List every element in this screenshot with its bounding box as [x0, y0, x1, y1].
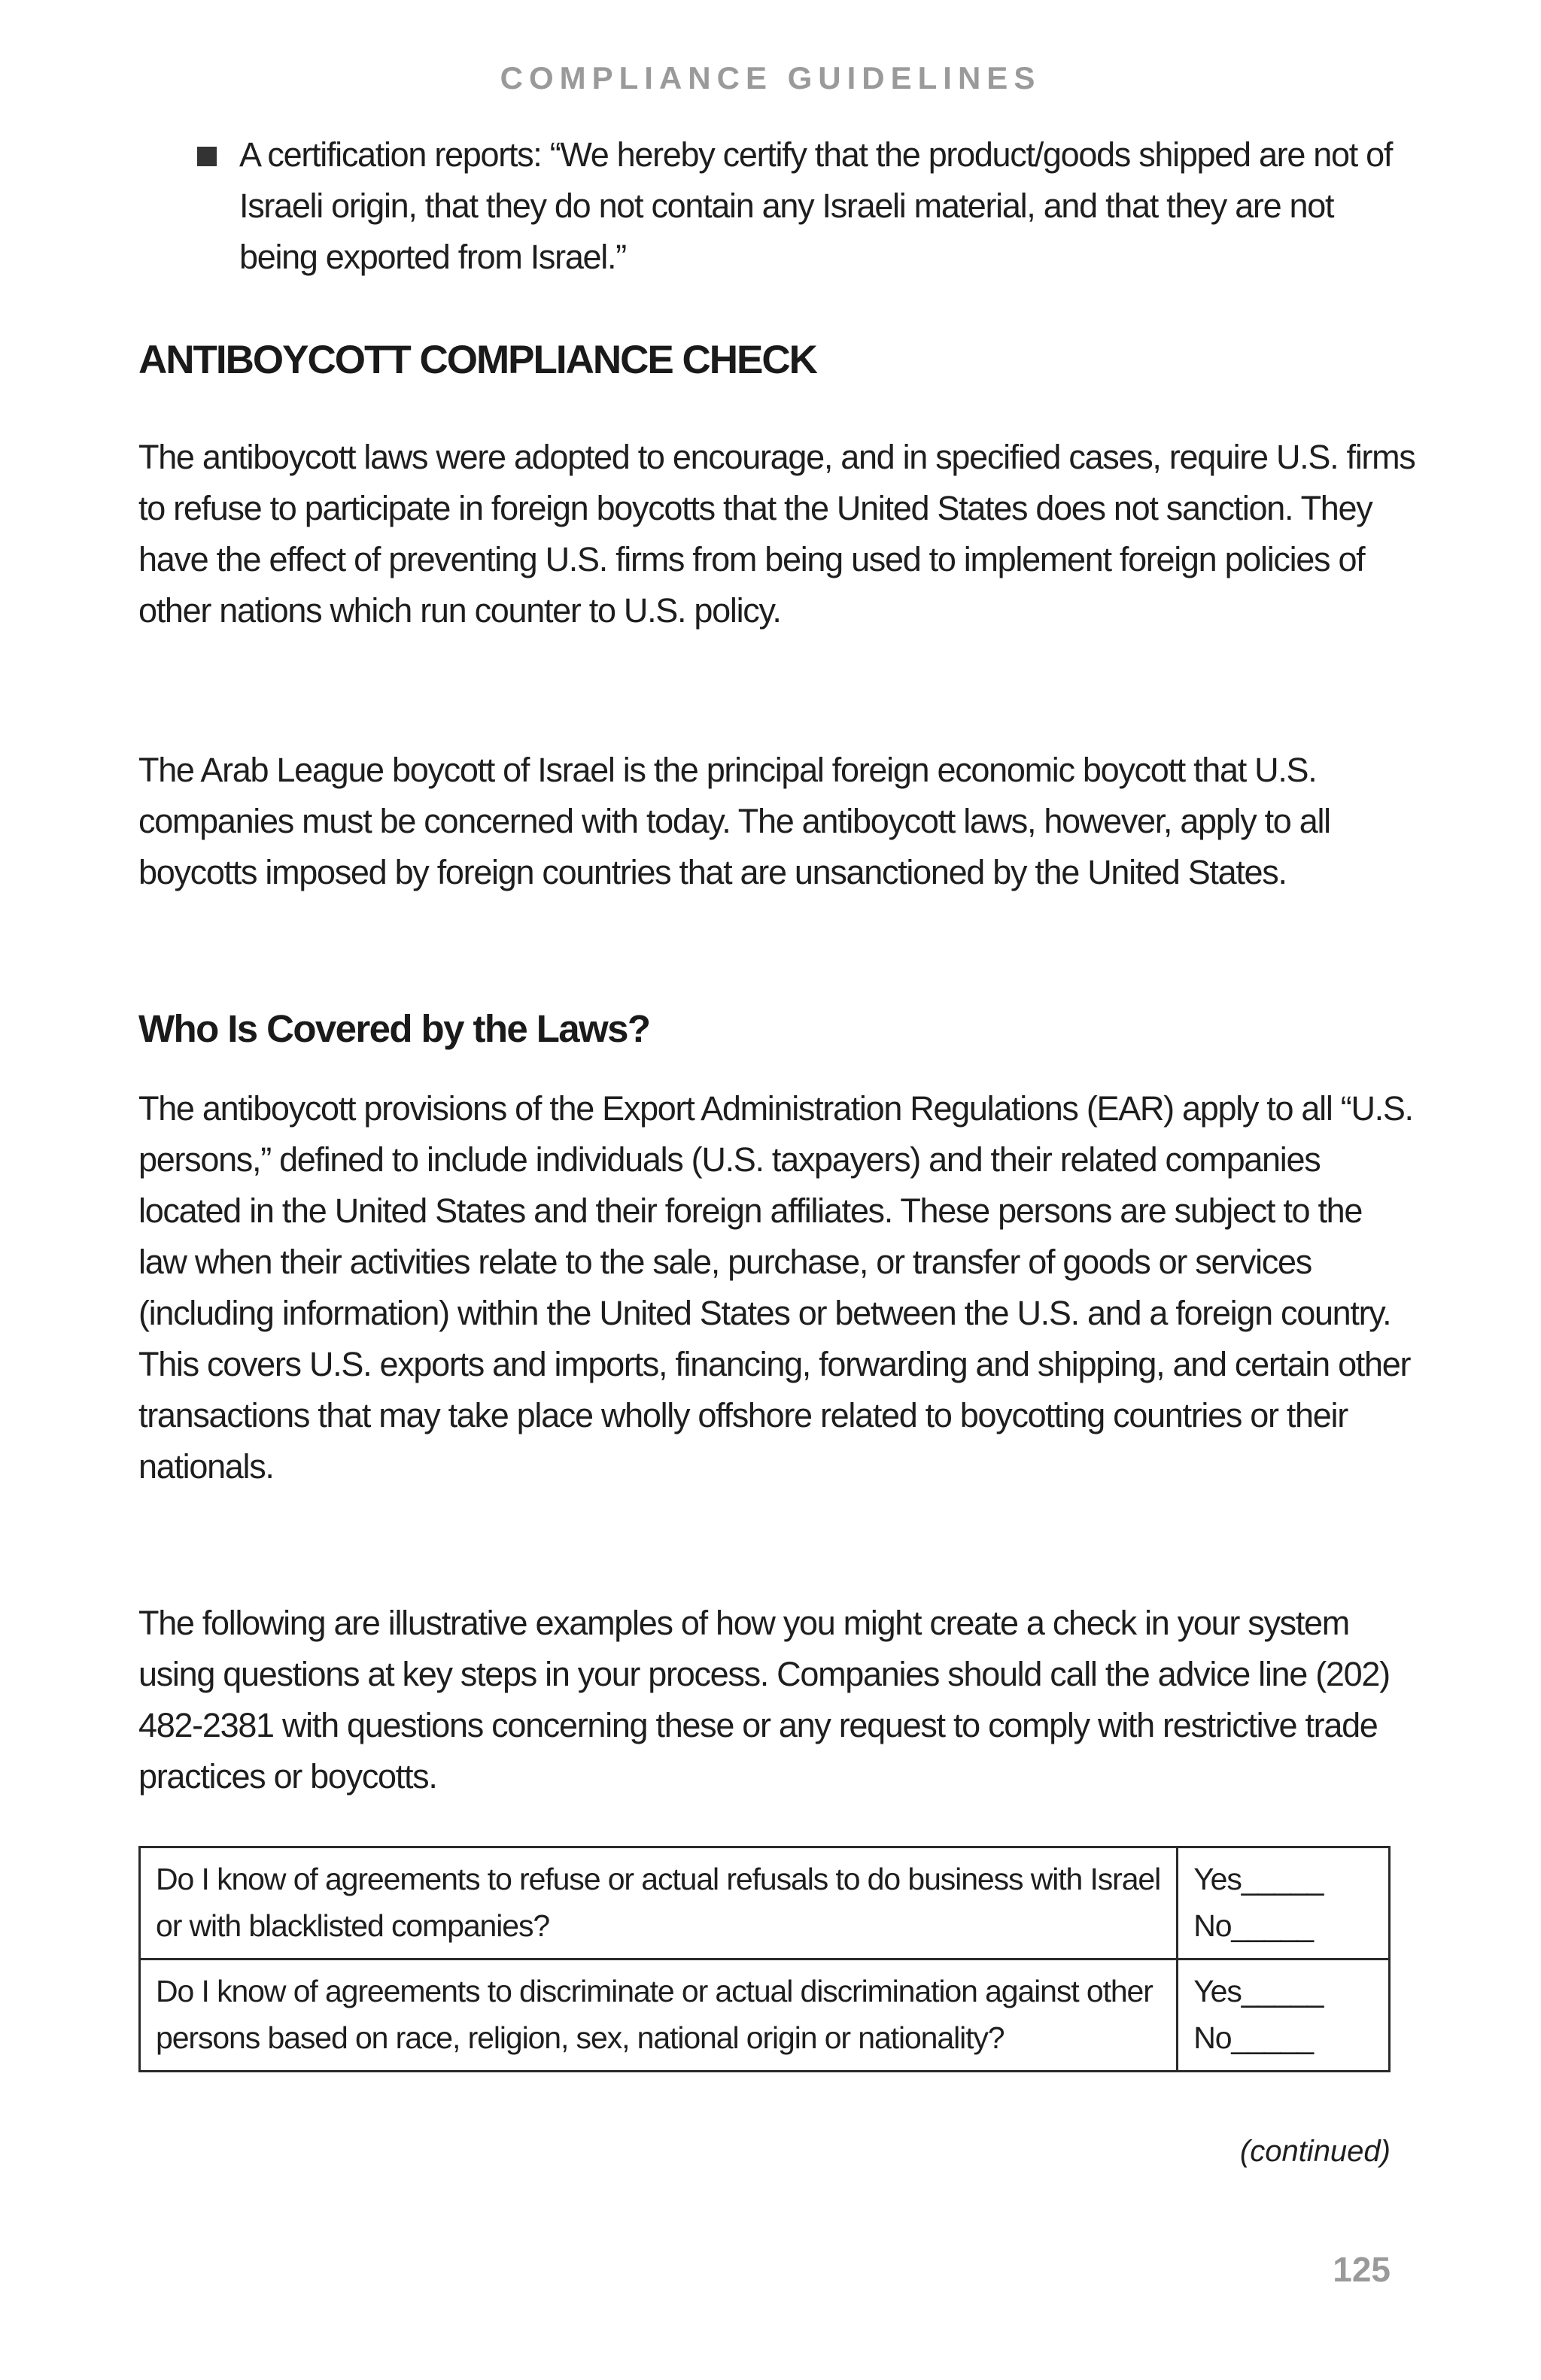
yes-answer-blank: Yes_____: [1193, 1862, 1324, 1896]
section-paragraph-2: The Arab League boycott of Israel is the principal foreign economic boycott that U.S. companies must be concerned with today. The antiboycott laws, however, apply to all boycotts imposed by foreign countries that are unsanctioned by the United States.: [138, 751, 1330, 891]
subsection-paragraph-2: The following are illustrative examples of how you might create a check in your system using questions at key steps in your process. Companies should call the advice line (202) 482-2381 with questions concerning these or any request to comply with restrictive trade practices or boycotts.: [138, 1604, 1390, 1796]
section-paragraph-1: The antiboycott laws were adopted to encourage, and in specified cases, require U.S. firms to refuse to participate in foreign boycotts that the United States does not sanction. They have the effect of preventing U.S. firms from being used to implement foreign policies of other nations which run counter to U.S. policy.: [138, 438, 1415, 630]
bullet-square-icon: [197, 147, 217, 166]
running-head: COMPLIANCE GUIDELINES: [500, 60, 1041, 96]
checklist-answer: [1178, 1960, 1390, 2072]
checklist-answer: [1178, 1847, 1390, 1960]
subsection-heading: Who Is Covered by the Laws?: [138, 1007, 650, 1050]
checklist-row: [140, 1847, 1390, 1960]
yes-answer-blank: Yes_____: [1193, 1974, 1324, 2008]
section-heading: ANTIBOYCOTT COMPLIANCE CHECK: [138, 338, 816, 382]
bullet-item-text: A certification reports: “We hereby certify that the product/goods shipped are not of Israeli origin, that they do not contain any Israeli material, and that they are not being exported from Israel.”: [239, 135, 1393, 276]
checklist-question: Do I know of agreements to discriminate or actual discrimination against other persons based on race, religion, sex, national origin or nationality?: [140, 1960, 1178, 2072]
subsection-paragraph-1: The antiboycott provisions of the Export Administration Regulations (EAR) apply to all “U.S. persons,” defined to include individuals (U.S. taxpayers) and their related companies located in the United States and their foreign affiliates. These persons are subject to the law when their activities relate to the sale, purchase, or transfer of goods or services (including information) within the United States or between the U.S. and a foreign country. This covers U.S. exports and imports, financing, forwarding and shipping, and certain other transactions that may take place wholly offshore related to boycotting countries or their nationals.: [138, 1089, 1413, 1486]
no-answer-blank: No_____: [1193, 2020, 1313, 2055]
no-answer-blank: No_____: [1193, 1908, 1313, 1943]
compliance-checklist-table: [138, 1846, 1391, 2072]
page-number: 125: [1333, 2250, 1391, 2289]
checklist-question: Do I know of agreements to refuse or actual refusals to do business with Israel or with blacklisted companies?: [140, 1847, 1178, 1960]
continued-note: (continued): [1239, 2135, 1391, 2168]
checklist-row: [140, 1960, 1390, 2072]
